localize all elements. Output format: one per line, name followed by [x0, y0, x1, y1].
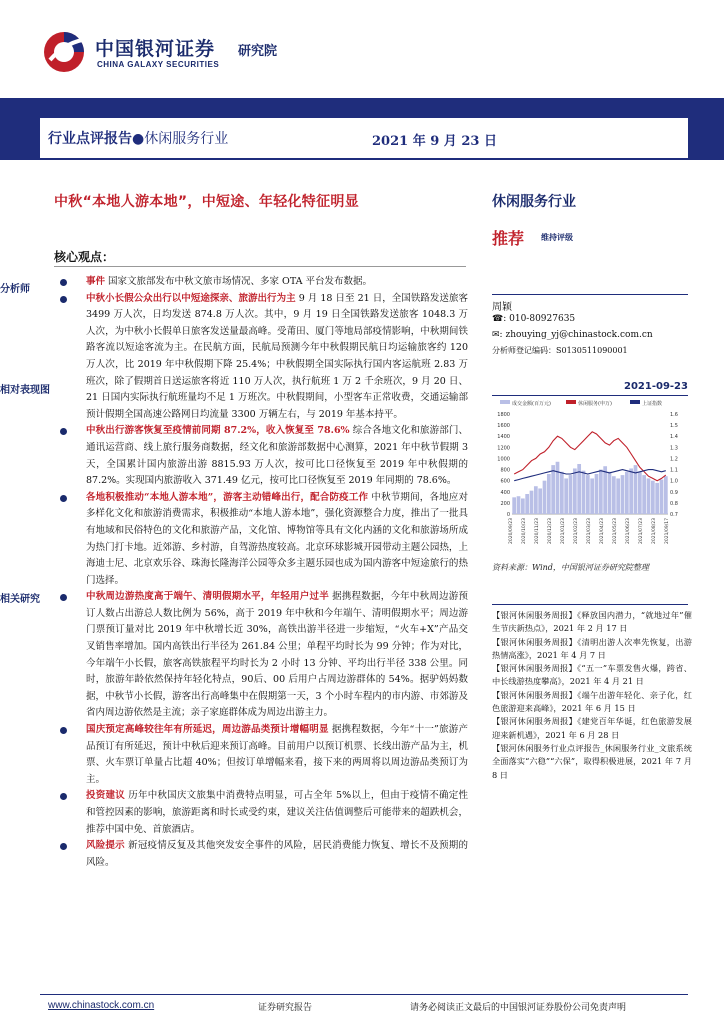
volume-bar: [660, 480, 664, 514]
report-date: 2021 年 9 月 23 日: [372, 134, 497, 149]
analyst-email: [492, 330, 653, 340]
y-right-tick: 1.6: [670, 412, 678, 418]
analyst-cert: 分析师登记编码：S0130511090001: [492, 346, 628, 355]
related-item[interactable]: 【银河休闲服务周报】《清明出游人次率先恢复，出游热情高涨》，2021 年 4 月 7 日: [492, 636, 692, 660]
bullet-lead: 国庆预定高峰较往年有所延迟，周边游品类预计增幅明显: [86, 724, 329, 736]
y-left-tick: 1600: [497, 423, 510, 430]
bullet-text: 国家文旅部发布中秋文旅市场情况、多家 OTA 平台发布数据。: [105, 276, 373, 287]
related-item[interactable]: 【银河休闲服务周报】《释放国内潜力，“就地过年”催生节庆新热点》，2021 年 2 月 17 日: [492, 610, 692, 634]
y-right-tick: 0.7: [670, 512, 678, 518]
header-divider: [40, 158, 688, 160]
y-right-tick: 1.2: [670, 456, 678, 463]
bullet-item: [58, 589, 468, 722]
volume-bar: [629, 468, 633, 514]
report-headline: 中秋“本地人游本地”，中短途、年轻化特征明显: [54, 194, 360, 210]
volume-bar: [603, 466, 607, 514]
bullet-lead: 事件: [86, 276, 106, 287]
rating-sub: 维持评级: [541, 233, 573, 242]
x-tick: 2021/06/23: [626, 518, 631, 544]
chart-title: 相对表现图: [0, 385, 50, 396]
y-right-tick: 1.5: [670, 423, 678, 430]
volume-bar: [538, 488, 542, 514]
bullet-text: 中秋节期间，各地应对多样化文化和旅游消费需求，积极推动“本地人游本地”，强化资源整合力度，推出了一批具有地域和民俗特色的文化和旅游产品，文化馆、博物馆等具有文化内涵的文化和旅游场所成为热门打卡地。近郊游、乡村游，自驾游热度较高。北京环球影城开园带动主题公园热，上海迪士尼、北京欢乐谷、珠海长隆海洋公园等众多主题乐园也成为国内游客中短途旅行的热门选择。: [86, 491, 468, 586]
volume-bar: [582, 471, 586, 514]
related-item[interactable]: 【银河休闲服务周报】《端午出游年轻化、亲子化，红色旅游迎来高峰》，2021 年 6 月 15 日: [492, 689, 692, 714]
bullet-lead: 投资建议: [86, 790, 125, 802]
volume-bar: [595, 474, 599, 514]
volume-bar: [543, 481, 547, 514]
bullet-item: [58, 274, 468, 291]
volume-bar: [512, 497, 516, 514]
email-icon: ✉:: [492, 330, 503, 340]
bullet-item: [58, 838, 468, 871]
volume-bar: [664, 476, 668, 514]
y-right-tick: 1.0: [670, 478, 678, 485]
legend-swatch: [630, 400, 640, 404]
related-item[interactable]: 【银河休闲服务周报】《建党百年华诞，红色旅游发展迎来新机遇》，2021 年 6 月 28 日: [492, 716, 692, 740]
bullet-text: 据携程数据，今年中秋周边游预订人数占出游总人数比例为 56%，高于 2019 年中秋和今年端午、清明假期水平；周边游门票预订量对比 2019 年中秋增长近 30%，高铁出游半径进一步缩短，“火车+X”产品交叉销售率增加。国内高铁出行半径为 261.84 公里；单程平均时长为 99 分钟；作为对比，今年端午小长假，旅客高铁旅程平均时长为 2 小时 13 分钟、平均出行半径 338 公里。同时，旅游年龄依然保持年轻化特点，90后、00 后用户占周边游群体的 54%。据驴妈妈数据，中秋节小长假，游客出行高峰集中在假期第一天，3 个小时车程内的市内游、市郊游及省内周边游依然是主流；亲子家庭群体成为周边出游主力。: [86, 591, 468, 719]
chart-date: 2021-09-23: [624, 381, 688, 392]
volume-bar: [621, 475, 625, 514]
report-type-label: 行业点评报告●: [48, 131, 145, 147]
related-divider: [492, 604, 688, 605]
legend-swatch: [500, 400, 510, 404]
bullet-item: [58, 490, 468, 590]
volume-bar: [599, 470, 603, 514]
bullet-item: [58, 423, 468, 489]
x-tick: 2021/08/23: [652, 518, 657, 544]
sidebar-industry: 休闲服务行业: [492, 194, 576, 210]
volume-bar: [647, 478, 651, 514]
volume-bar: [642, 475, 646, 514]
volume-bar: [534, 486, 538, 514]
x-tick: 2021/01/23: [561, 518, 566, 544]
report-type: [48, 128, 228, 148]
volume-bar: [569, 475, 573, 514]
x-tick: 2021/04/23: [600, 518, 605, 544]
volume-bar: [525, 494, 529, 514]
y-left-tick: 200: [500, 500, 510, 507]
y-left-tick: 1800: [497, 412, 510, 418]
rating-badge: 推荐: [492, 229, 525, 248]
x-tick: 2021/09/17: [665, 518, 670, 544]
volume-bar: [560, 472, 564, 514]
y-left-tick: 1200: [497, 445, 510, 452]
volume-bar: [608, 472, 612, 514]
volume-bar: [573, 468, 577, 514]
x-tick: 2020/11/23: [535, 518, 540, 544]
logo-institute: 研究院: [238, 44, 278, 59]
volume-bar: [612, 476, 616, 514]
y-left-tick: 1400: [497, 434, 510, 441]
volume-bar: [547, 474, 551, 514]
core-divider: [54, 266, 466, 267]
y-right-tick: 1.1: [670, 467, 678, 474]
volume-bar: [530, 491, 534, 514]
y-left-tick: 0: [506, 512, 510, 518]
bullet-text: 综合各地文化和旅游部门、通讯运营商、线上旅行服务商数据，经文化和旅游部数据中心测算，2021 年中秋节假期 3 天，全国累计国内旅游出游 8815.93 万人次，按可比口径恢复至 2019 年中秋假期的 87.2%。实现国内旅游收入 371.49 亿元，按可比口径恢复至 2019 年同期的 78.6%。: [86, 425, 468, 487]
footer-disclaimer: 请务必阅读正文最后的中国银河证券股份公司免责声明: [410, 1003, 627, 1013]
legend-swatch: [566, 400, 576, 404]
volume-bar: [651, 481, 655, 514]
bullet-text: 9 月 18 日至 21 日，全国铁路发送旅客 3499 万人次，日均发送 874.8 万人次。其中，9 月 19 日全国铁路发送旅客 1048.3 万人次，为中秋小长假单日旅客发送量最高峰。受莆田、厦门等地局部疫情影响，中秋期间铁路客流以短途客流为主。在民航方面，民航局预测今年中秋假期民航日均运输旅客约 120 万人次，比 2019 年中秋假期下降 25.4%；中秋假期全国实际执行国内客运航班 2.83 万班次，除了假期首日送运旅客将近 110 万人次，执行航班 1 万 2 千余班次，9 月 20 日、21 日国内实际执行航班量均不足 1 万班次。中秋假期间，小型客车正常收费，交通运输部预计假期全国高速公路网日均流量 3300 万辆左右，与 2019 年基本持平。: [86, 292, 468, 420]
legend-label: 上证指数: [642, 401, 663, 407]
analyst-name: 周颖: [492, 302, 512, 313]
volume-bar: [625, 472, 629, 514]
volume-bar: [517, 496, 521, 514]
x-tick: 2021/02/23: [574, 518, 579, 544]
legend-label: 成交金额(百万元): [512, 401, 551, 407]
bullet-text: 历年中秋国庆文旅集中消费特点明显，可占全年 5%以上，但由于疫情不确定性和管控因素的影响，旅游距离和时长或受约束，建议关注估值调整后可能带来的超跌机会，推荐中国中免、首旅酒店。: [86, 790, 468, 835]
y-right-tick: 1.3: [670, 445, 678, 452]
related-title: 相关研究: [0, 594, 40, 605]
analyst-divider: [492, 294, 688, 295]
y-right-tick: 0.9: [670, 489, 678, 496]
volume-bar: [551, 465, 555, 514]
bullet-text: 据携程数据，今年“十一”旅游产品预订有所延迟，预计中秋后迎来预订高峰。目前用户以预订机票、长线出游产品为主，机票、火车票订单量占比超 40%；但按订单增幅来看，接下来的两周将以周边游品类预订为主。: [86, 724, 468, 785]
y-left-tick: 1000: [497, 456, 510, 463]
x-tick: 2021/07/23: [639, 518, 644, 544]
x-tick: 2020/09/23: [509, 518, 514, 544]
company-logo-icon: [42, 30, 86, 74]
bullet-item: [58, 722, 468, 788]
phone-icon: ☎:: [492, 314, 507, 324]
footer-label: 证券研究报告: [258, 1003, 313, 1013]
related-item[interactable]: 【银河休闲服务行业点评报告_休闲服务行业_文旅系统全面落实“六稳”“六保”，取得积极进展，2021 年 7 月 8 日: [492, 742, 692, 780]
y-left-tick: 400: [500, 489, 510, 496]
report-industry: 休闲服务行业: [144, 131, 229, 147]
volume-bar: [638, 472, 642, 514]
footer-divider: [40, 994, 688, 995]
phone-number: 010-80927635: [509, 314, 576, 324]
logo-chinese-name: 中国银河证券: [95, 38, 216, 60]
footer-url-link[interactable]: www.chinastock.com.cn: [48, 1000, 155, 1011]
bullet-lead: 中秋出行游客恢复至疫情前同期 87.2%，收入恢复至 78.6%: [86, 425, 350, 437]
bullet-item: [58, 291, 468, 424]
bullet-lead: 中秋小长假公众出行以中短途探亲、旅游出行为主: [86, 292, 296, 304]
bullet-lead: 中秋周边游热度高于端午、清明假期水平，年轻用户过半: [86, 591, 329, 603]
core-bullets: [58, 274, 468, 871]
x-tick: 2021/05/23: [613, 518, 618, 544]
analyst-phone: [492, 314, 575, 324]
y-right-tick: 1.4: [670, 434, 678, 441]
related-research-list: [492, 609, 692, 782]
volume-bar: [590, 478, 594, 514]
volume-bar: [564, 478, 568, 514]
y-left-tick: 800: [500, 467, 510, 474]
x-tick: 2021/03/23: [587, 518, 592, 544]
y-left-tick: 600: [500, 478, 510, 485]
chart-source: 资料来源：Wind，中国银河证券研究院整理: [492, 563, 649, 572]
y-right-tick: 0.8: [670, 500, 678, 507]
relative-performance-chart: [492, 396, 688, 556]
volume-bar: [521, 498, 525, 514]
volume-bar: [586, 475, 590, 514]
email-address[interactable]: zhouying_yj@chinastock.com.cn: [505, 330, 653, 340]
volume-bar: [616, 478, 620, 514]
legend-label: 休闲服务(申万): [578, 401, 612, 407]
core-title: 核心观点：: [54, 250, 115, 264]
volume-bar: [655, 483, 659, 514]
bullet-text: 新冠疫情反复及其他突发安全事件的风险，居民消费能力恢复、增长不及预期的风险。: [86, 840, 468, 868]
analyst-title: 分析师: [0, 284, 30, 295]
logo-english-name: CHINA GALAXY SECURITIES: [97, 60, 220, 69]
x-tick: 2020/12/23: [548, 518, 553, 544]
bullet-item: [58, 788, 468, 838]
x-tick: 2020/10/23: [522, 518, 527, 544]
bullet-lead: 各地积极推动“本地人游本地”，游客主动错峰出行，配合防疫工作: [86, 491, 369, 503]
volume-bar: [556, 462, 560, 514]
related-item[interactable]: 【银河休闲服务周报】《“五一”车票发售火爆，跨省、中长线游热度攀高》，2021 年 4 月 21 日: [492, 663, 692, 687]
bullet-lead: 风险提示: [86, 840, 125, 852]
